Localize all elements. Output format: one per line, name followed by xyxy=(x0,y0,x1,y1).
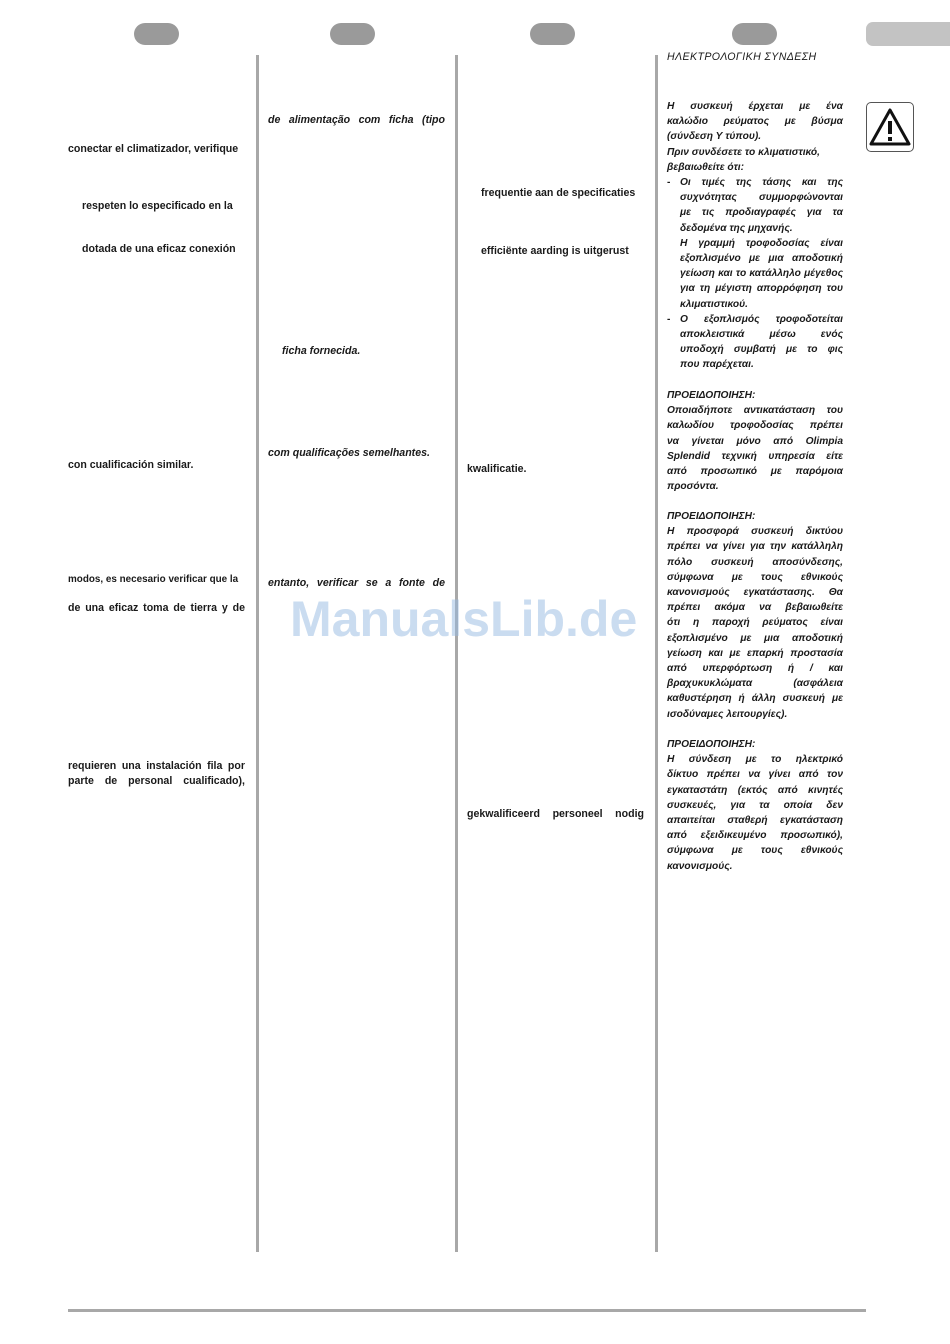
warning-triangle-icon xyxy=(866,102,914,152)
greek-line: εγκαταστάτη (εκτός από κινητές xyxy=(667,784,843,796)
footer-rule xyxy=(68,1309,866,1312)
greek-line: κλιματιστικού. xyxy=(680,298,748,310)
es-text-line: modos, es necesario verificar que la xyxy=(68,574,239,585)
section-title: ΗΛΕΚΤΡΟΛΟΓΙΚΗ ΣΥΝΔΕΣΗ xyxy=(667,51,817,63)
greek-line: συσκευές, για τα οποία δεν xyxy=(667,799,843,811)
greek-line: Η συσκευή έρχεται με ένα xyxy=(667,101,843,112)
nl-text-line: frequentie aan de specificaties xyxy=(481,187,636,199)
greek-line: καλωδίου τροφοδοσίας πρέπει xyxy=(667,420,843,432)
pt-text-line: com qualificações semelhantes. xyxy=(268,447,430,459)
greek-line: καθυστέρηση ή άλλη συσκευή με xyxy=(667,693,843,705)
nl-text-line: gekwalificeerd personeel nodig xyxy=(467,808,644,820)
greek-line: από προσωπικό με παρόμοια xyxy=(667,466,843,478)
pt-text-line: entanto, verificar se a fonte de xyxy=(268,577,445,589)
greek-line: αποκλειστικά μέσω ενός xyxy=(680,329,843,341)
greek-line: γείωση και το κατάλληλο μέγεθος xyxy=(680,268,843,280)
greek-line: πρέπει να γίνει για την κατάλληλη xyxy=(667,541,843,553)
greek-line: που παρέχεται. xyxy=(680,359,754,371)
greek-line: Η σύνδεση με το ηλεκτρικό xyxy=(667,754,843,766)
greek-line: Η γραμμή τροφοδοσίας είναι xyxy=(680,237,843,249)
bullet-continuation xyxy=(667,236,843,312)
warning-block xyxy=(667,388,843,494)
warning-block xyxy=(667,737,843,874)
pt-text-line: ficha fornecida. xyxy=(282,345,361,357)
column-divider xyxy=(256,55,259,1252)
es-text-line: dotada de una eficaz conexión xyxy=(82,243,236,255)
greek-line: συχνότητας συμμορφώνονται xyxy=(680,192,843,204)
bullet-item xyxy=(667,312,843,373)
warning-label: ΠΡΟΕΙΔΟΠΟΙΗΣΗ: xyxy=(667,511,756,522)
greek-intro xyxy=(667,99,843,373)
greek-line: εξοπλισμένο με μια αποδοτική xyxy=(680,253,843,265)
greek-line: εξοπλισμένο με μια αποδοτική xyxy=(667,632,843,644)
bullet-item xyxy=(667,175,843,236)
greek-line: να γίνεται μόνο από Olimpia xyxy=(667,435,843,447)
greek-line: γείωση και με επαρκή προστασία xyxy=(667,647,843,659)
greek-line: απαιτείται σταθερή εγκατάσταση xyxy=(667,815,843,827)
greek-line: βραχυκυκλώματα (ασφάλεια xyxy=(667,678,843,690)
greek-line: σύμφωνα με τους εθνικούς xyxy=(667,571,843,583)
language-tab-nl xyxy=(530,23,575,45)
language-tab-pt xyxy=(330,23,375,45)
greek-line: από υπερφόρτωση ή / και xyxy=(667,663,843,675)
greek-line: σύμφωνα με τους εθνικούς xyxy=(667,845,843,857)
greek-line: - Ο εξοπλισμός τροφοδοτείται xyxy=(680,313,843,325)
greek-line: ισοδύναμες λειτουργίες). xyxy=(667,708,788,720)
greek-line: με τις προδιαγραφές για τα xyxy=(680,207,843,219)
es-text-line: requieren una instalación fila por xyxy=(68,760,245,772)
es-text-line: respeten lo especificado en la xyxy=(82,200,233,212)
greek-line: ότι η παροχή ρεύματος είναι xyxy=(667,617,843,629)
greek-line: από εξειδικευμένο προσωπικό), xyxy=(667,830,843,842)
warning-label: ΠΡΟΕΙΔΟΠΟΙΗΣΗ: xyxy=(667,739,756,750)
greek-line: Πριν συνδέσετε το κλιματιστικό, xyxy=(667,146,820,158)
column-divider xyxy=(455,55,458,1252)
greek-line: δεδομένα της μηχανής. xyxy=(680,222,793,234)
greek-line: προσόντα. xyxy=(667,481,719,493)
greek-line: (σύνδεση Υ τύπου). xyxy=(667,131,762,143)
pt-text-line: de alimentação com ficha (tipo xyxy=(268,114,445,126)
watermark: ManualsLib.de xyxy=(290,591,638,647)
language-tab-es xyxy=(134,23,179,45)
greek-line: δίκτυο πρέπει να γίνει από τον xyxy=(667,769,843,781)
es-text-line: de una eficaz toma de tierra y de xyxy=(68,602,245,614)
greek-line: βεβαιωθείτε ότι: xyxy=(667,161,745,173)
language-tab-el xyxy=(732,23,777,45)
warning-block xyxy=(667,509,843,722)
nl-text-line: kwalificatie. xyxy=(467,463,527,475)
greek-line: πόλο συσκευή αποσύνδεσης, xyxy=(667,556,843,568)
nl-text-line: efficiënte aarding is uitgerust xyxy=(481,245,629,257)
greek-line: πρέπει ακόμα να βεβαιωθείτε xyxy=(667,602,843,614)
greek-line: για τη μέγιστη απορρόφηση του xyxy=(680,283,843,295)
greek-line: - Οι τιμές της τάσης και της xyxy=(680,177,843,189)
greek-line: κανονισμούς εγκατάστασης. Θα xyxy=(667,587,843,599)
column-divider xyxy=(655,55,658,1252)
greek-line: καλώδιο ρεύματος με βύσμα xyxy=(667,116,843,128)
page-side-tab xyxy=(866,22,950,46)
greek-line: κανονισμούς. xyxy=(667,860,733,872)
es-text-line: parte de personal cualificado), xyxy=(68,775,245,787)
greek-line: Οποιαδήποτε αντικατάσταση του xyxy=(667,405,843,417)
greek-line: Η προσφορά συσκευή δικτύου xyxy=(667,526,843,538)
greek-line: υποδοχή συμβατή με το φις xyxy=(680,344,843,356)
warning-label: ΠΡΟΕΙΔΟΠΟΙΗΣΗ: xyxy=(667,390,756,401)
es-text-line: con cualificación similar. xyxy=(68,459,194,471)
greek-line: Splendid τεχνική υπηρεσία είτε xyxy=(667,450,843,462)
es-text-line: conectar el climatizador, verifique xyxy=(68,143,239,155)
